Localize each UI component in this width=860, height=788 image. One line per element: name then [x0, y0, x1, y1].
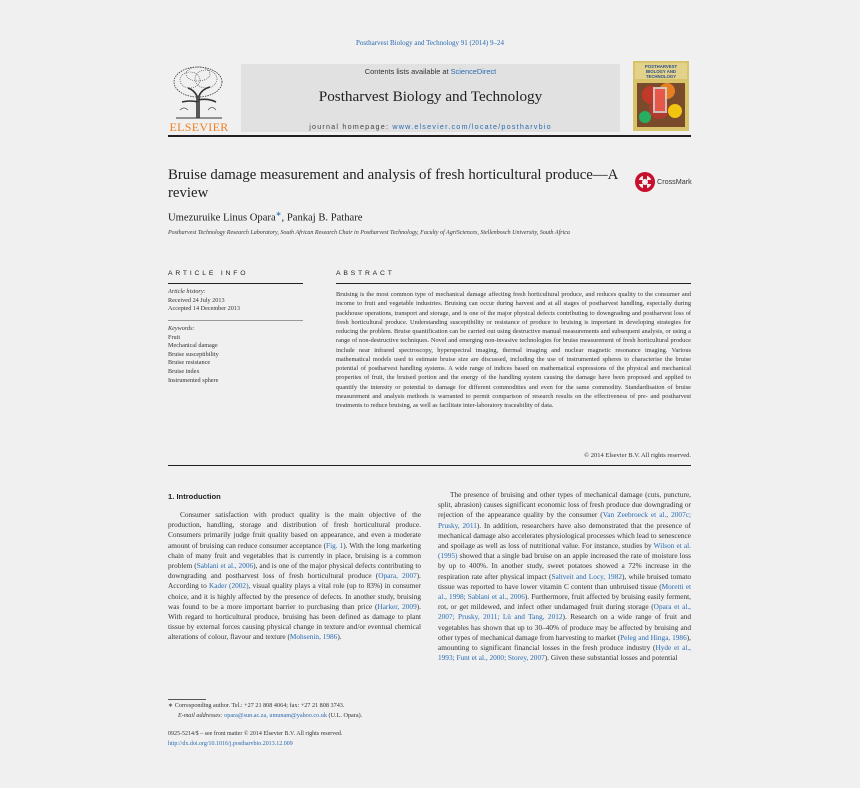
journal-title: Postharvest Biology and Technology: [318, 88, 543, 105]
keyword-item: Bruise resistance: [168, 359, 211, 367]
text-run: ). According to: [168, 571, 422, 591]
corresponding-author-mark[interactable]: ∗: [275, 210, 282, 218]
corresponding-author-line: [168, 701, 421, 711]
text-run: Consumer satisfaction with product quality is the main objective of the production, handling, storage and distribution of fresh horticultural produce. Consumers primarily judge fruit quality based on appearance, and even a moderate amount of bruising can reduce consumer acceptance (: [168, 510, 421, 550]
keyword-item: Bruise susceptibility: [168, 350, 219, 358]
journal-reference[interactable]: Postharvest Biology and Technology 91 (2014) 9–24: [356, 39, 504, 47]
author-list: [168, 210, 362, 224]
email-links[interactable]: opara@sun.ac.za, umunam@yahoo.co.uk: [224, 712, 327, 719]
crossmark-label: CrossMark: [657, 177, 692, 186]
affiliation: Postharvest Technology Research Laboratory, South African Research Chair in Postharvest Technology, Faculty of AgriSciences, Stellenbosch University, South Africa: [168, 230, 570, 236]
text-run: ), while bruised tomato tissue was reported to have lower vitamin C content than unbruised tissue (: [438, 571, 692, 591]
cover-title: POSTHARVEST BIOLOGY AND TECHNOLOGY: [644, 64, 678, 79]
abstract-heading: ABSTRACT: [336, 270, 395, 277]
text-run: ).: [337, 632, 342, 642]
homepage-label: journal homepage:: [309, 122, 393, 131]
text-run: ). Furthermore, fruit affected by bruising easily ferment, rot, or get mildewed, and infect other undamaged fruit during storage (: [438, 592, 691, 612]
citation-link[interactable]: Peleg and Hinga, 1986: [620, 632, 687, 642]
keyword-item: Bruise index: [168, 367, 200, 375]
citation-link[interactable]: Van Zeebroeck et al., 2007c; Prusky, 2011: [438, 510, 691, 530]
footnote-rule: [168, 699, 206, 700]
introduction-heading: 1. Introduction: [168, 492, 221, 501]
email-label: E-mail addresses:: [178, 712, 225, 719]
history-label: Article history:: [168, 288, 206, 295]
received-date: Received 24 July 2013: [168, 296, 225, 304]
text-run: ). With the long marketing chain of many fruit and vegetables that is currently in place, bruising is a common problem (: [168, 540, 422, 571]
issn-line: 0925-5214/$ – see front matter © 2014 Elsevier B.V. All rights reserved.: [168, 731, 343, 737]
article-info-heading: ARTICLE INFO: [168, 270, 249, 277]
keyword-item: Instrumented sphere: [168, 376, 219, 384]
article-history: [168, 288, 303, 314]
intro-paragraph-1: [168, 510, 421, 643]
citation-link[interactable]: Hyde et al., 1993; Funt et al., 2000; Storey, 2007: [438, 643, 691, 663]
sciencedirect-link[interactable]: ScienceDirect: [450, 67, 497, 76]
accepted-date: Accepted 14 December 2013: [168, 305, 240, 313]
keyword-item: Mechanical damage: [168, 342, 218, 350]
keywords-label: Keywords:: [168, 325, 195, 332]
corresponding-author-text: Corresponding author. Tel.: +27 21 808 4064; fax: +27 21 808 3743.: [173, 702, 345, 709]
article-info-rule: [168, 283, 303, 284]
citation-link[interactable]: Sablani et al., 2006: [196, 561, 254, 571]
journal-cover: [633, 61, 689, 131]
citation-link[interactable]: Wilson et al. (1995): [438, 541, 691, 561]
article-title: Bruise damage measurement and analysis of fresh horticultural produce—A review: [168, 167, 618, 201]
text-run: ). With regard to horticultural produce, bruising has been defined as damage to plant tissue by external forces causing physical change in texture and/or eventual chemical alterations of colour, flavour and texture (: [168, 601, 421, 642]
header-rule: [168, 135, 691, 137]
footnote-mark: ∗: [168, 702, 174, 709]
text-run: ). In addition, researchers have also demonstrated that the presence of mechanical damage also accelerates physiological processes which lead to senescence and spoilage as well as loss of nutritional value. For instance, studies by: [438, 520, 691, 551]
citation-link[interactable]: Kader (2002): [208, 581, 249, 591]
crossmark-badge[interactable]: [634, 171, 692, 193]
author-separator: ,: [281, 212, 287, 224]
elsevier-wordmark: ELSEVIER: [169, 120, 229, 134]
text-run: ). Research on a wide range of fruit and vegetables has shown that up to 30–40% of produce may be affected by bruising and other types of mechanical damage from harvesting to market (: [438, 612, 691, 642]
citation-link[interactable]: Saltveit and Locy, 1982: [551, 571, 622, 581]
citation-link[interactable]: Moretti et al., 1998; Sablani et al., 2006: [438, 581, 691, 602]
text-run: ). Given these substantial losses and potential: [544, 653, 678, 663]
front-matter-note: [168, 729, 498, 749]
text-run: ), and is one of the major physical defects contributing to downgrading and postharvest loss of fresh horticultural produce (: [168, 561, 421, 581]
author-pathare[interactable]: Pankaj B. Pathare: [286, 212, 363, 224]
abstract-rule: [336, 283, 691, 284]
email-line: [168, 711, 421, 721]
text-run: The presence of bruising and other types of mechanical damage (cuts, puncture, split, abrasion) causes significant economic loss of fresh produce due downgrading or rejection of the appearance quality by the consumer (: [438, 490, 691, 520]
text-run: , visual quality plays a vital role (up to 83%) in consumer choice, and it is highly affected by the presence of defects. In another study, bruising was found to be a more important barrier to purchasing than price (: [168, 581, 421, 611]
email-suffix: (U.L. Opara).: [326, 712, 363, 719]
abstract-bottom-rule: [168, 465, 691, 466]
citation-link[interactable]: Opara, 2007: [378, 571, 417, 581]
citation-link[interactable]: Opara et al., 2007; Prusky, 2011; Lü and Tang, 2012: [438, 602, 691, 622]
contents-line: [241, 67, 620, 76]
info-divider: [168, 320, 303, 321]
crossmark-icon: [634, 171, 656, 193]
text-run: ), amounting to significant financial losses in the fresh produce industry (: [438, 632, 691, 653]
doi-link[interactable]: http://dx.doi.org/10.1016/j.postharvbio.2013.12.009: [168, 741, 293, 747]
abstract-text: Bruising is the most common type of mechanical damage affecting fresh horticultural produce, and reduces quality to the consumer and income to fruit and vegetable industries. Bruising can occur during harvest and at all stages of postharvest handling, especially during packhouse operations, transport and storage, and is one of the major physical defects contributing to downgrading and postharvest loss of fresh horticultural produce. Understanding susceptibility or resistance of produce to bruising is important in developing strategies for reducing the problem. Bruise quantification can be carried out using destructive manual measurements and subsequent analysis, or using a range of non-destructive techniques. Novel and emerging non-invasive technologies for bruise measurement of fresh horticultural produce include near infrared spectroscopy, hyperspectral imaging, thermal imaging and nuclear magnetic resonance imaging. Various mathematical models used to estimate bruise size are discussed, including the use of instrumented spheres to characterise the bruise potential of postharvest handling systems. A wide range of indices based on mathematical expressions of the physical and mechanical properties of fruit, the bruised portion and the energy of the handling system causing the damage have been proposed and applied to quantify the intensity or potential to damage for different commodities and even for the same commodity. Standardisation of bruise measurement and analysis methods is warranted to permit comparison of research results on the effectiveness of pre- and postharvest treatments to reduce bruising, as well as facilitate inter-laboratory traceability of data.: [336, 291, 691, 409]
journal-homepage: [241, 122, 620, 131]
intro-paragraph-2: [438, 490, 691, 663]
text-run: showed that a single bad bruise on an apple increased the rate of moisture loss by up to 400%. In another study, sweet potatoes showed a 72% increase in the respiration rate after physical impact (: [438, 551, 691, 581]
elsevier-tree-logo: [168, 62, 230, 120]
keyword-item: Fruit: [168, 333, 181, 341]
citation-link[interactable]: Fig. 1: [326, 540, 344, 550]
citation-link[interactable]: Harker, 2009: [377, 601, 417, 611]
body-column-left: [168, 510, 421, 643]
homepage-link[interactable]: www.elsevier.com/locate/postharvbio: [392, 122, 552, 131]
corresponding-author-footnote: [168, 701, 421, 721]
author-opara[interactable]: Umezuruike Linus Opara: [168, 212, 276, 224]
keywords-block: [168, 325, 303, 385]
citation-link[interactable]: Mohsenin, 1986: [289, 632, 338, 642]
abstract-copyright: © 2014 Elsevier B.V. All rights reserved.: [584, 452, 691, 459]
contents-prefix: Contents lists available at: [364, 67, 451, 76]
body-column-right: [438, 490, 691, 663]
